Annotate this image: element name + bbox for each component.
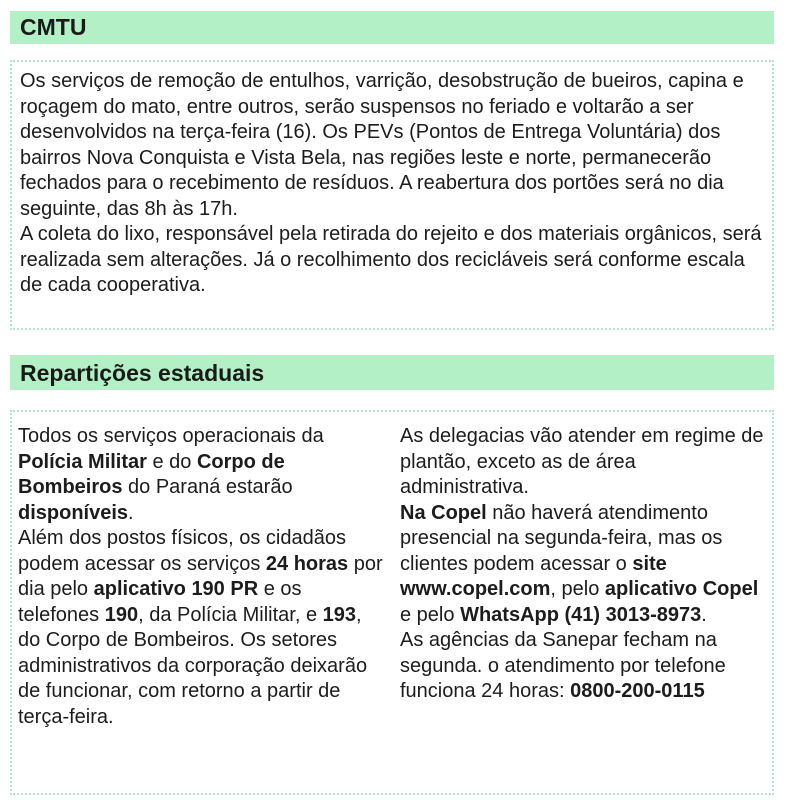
text-run: . bbox=[128, 501, 134, 524]
text-run: , do Corpo de Bombeiros. Os setores administrativos da corporação deixarão de funcionar, com retorno a partir de terça-feira. bbox=[18, 603, 368, 728]
bold-run: Corpo de Bombeiros bbox=[18, 450, 285, 498]
servicos-paragraph bbox=[18, 526, 388, 730]
bold-run: site www.copel.com bbox=[400, 552, 667, 600]
cmtu-box bbox=[10, 60, 774, 330]
bold-run: 24 horas bbox=[265, 552, 349, 575]
text-run: , da Polícia Militar, e bbox=[138, 603, 323, 626]
bold-run: 193 bbox=[322, 603, 357, 626]
sanepar-paragraph bbox=[400, 628, 770, 705]
bold-run: aplicativo Copel bbox=[604, 578, 759, 600]
cmtu-paragraph-2: A coleta do lixo, responsável pela retirada do rejeito e dos materiais orgânicos, será realizada sem alterações. Já o recolhimento dos recicláveis será conforme escala de cada cooperativa. bbox=[20, 223, 762, 296]
reparticoes-section-title: Repartições estaduais bbox=[10, 355, 774, 390]
text-run: . bbox=[701, 603, 707, 626]
cmtu-paragraph-1: Os serviços de remoção de entulhos, varrição, desobstrução de bueiros, capina e roçagem do mato, entre outros, serão suspensos no feriado e voltarão a ser desenvolvidos na terça-feira (16). Os PEVs (Pontos de Entrega Voluntária) dos bairros Nova Conquista e Vista Bela, nas regiões leste e norte, permanecerão fechados para o recebimento de resíduos. A reabertura dos portões será no dia seguinte, das 8h às 17h. bbox=[20, 70, 744, 220]
text-run: Todos os serviços operacionais da bbox=[18, 425, 324, 447]
bold-run: Na Copel bbox=[400, 501, 487, 524]
cmtu-body bbox=[20, 69, 770, 299]
text-run: e pelo bbox=[400, 603, 461, 626]
bold-run: 0800-200-0115 bbox=[570, 680, 705, 702]
text-run: Além dos postos físicos, os cidadãos podem acessar os serviços bbox=[18, 527, 346, 575]
bold-run: disponíveis bbox=[18, 501, 129, 524]
text-run: do Paraná estarão bbox=[122, 476, 293, 498]
bold-run: WhatsApp (41) 3013-8973 bbox=[460, 603, 702, 626]
reparticoes-left-column bbox=[18, 424, 388, 730]
cmtu-section-title: CMTU bbox=[10, 11, 774, 44]
reparticoes-right-column bbox=[400, 424, 770, 705]
delegacias-paragraph: As delegacias vão atender em regime de plantão, exceto as de área administrativa. bbox=[400, 425, 764, 498]
text-run: não haverá atendimento presencial na segunda-feira, mas os clientes podem acessar o bbox=[400, 501, 723, 575]
text-run: e do bbox=[146, 450, 197, 473]
text-run: As agências da Sanepar fecham na segunda. o atendimento por telefone funciona 24 horas: bbox=[400, 629, 726, 702]
policia-paragraph bbox=[18, 424, 388, 526]
bold-run: Polícia Militar bbox=[18, 450, 147, 473]
text-run: , pelo bbox=[550, 578, 605, 600]
text-run: por dia pelo bbox=[18, 552, 383, 600]
copel-paragraph bbox=[400, 501, 770, 629]
bold-run: 190 bbox=[104, 603, 139, 626]
text-run: e os telefones bbox=[18, 578, 302, 626]
reparticoes-box bbox=[10, 410, 774, 795]
bold-run: aplicativo 190 PR bbox=[93, 578, 259, 600]
